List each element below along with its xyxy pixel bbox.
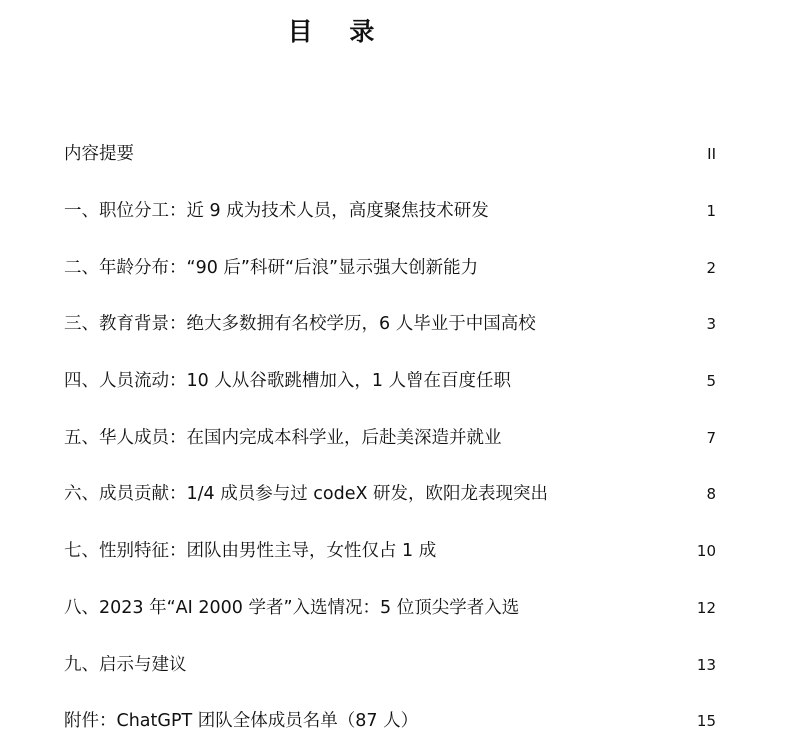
toc-entry (64, 353, 716, 410)
toc-entry-page: 7 (706, 428, 716, 447)
table-of-contents (64, 126, 716, 750)
toc-entry-page: 8 (706, 485, 716, 504)
toc-entry (64, 466, 716, 523)
toc-entry (64, 239, 716, 296)
toc-entry-page: 3 (706, 315, 716, 334)
toc-entry-page: 13 (696, 655, 716, 674)
toc-entry (64, 693, 716, 750)
toc-entry-label: 九、启示与建议 (64, 654, 187, 675)
toc-entry-label: 内容提要 (64, 144, 134, 165)
toc-entry-page: 10 (696, 542, 716, 561)
toc-entry (64, 580, 716, 637)
toc-entry-label: 八、2023 年“AI 2000 学者”入选情况：5 位顶尖学者入选 (64, 597, 520, 618)
toc-entry-page: 12 (696, 598, 716, 617)
toc-entry-page: II (707, 145, 716, 164)
toc-entry (64, 523, 716, 580)
toc-entry-page: 2 (706, 258, 716, 277)
toc-entry (64, 409, 716, 466)
toc-entry-label: 七、性别特征：团队由男性主导，女性仅占 1 成 (64, 541, 437, 562)
toc-entry (64, 126, 716, 183)
toc-entry (64, 296, 716, 353)
toc-entry-label: 四、人员流动：10 人从谷歌跳槽加入，1 人曾在百度任职 (64, 371, 512, 392)
page-title: 目 录 (287, 17, 389, 46)
toc-entry-label: 二、年龄分布：“90 后”科研“后浪”显示强大创新能力 (64, 257, 479, 278)
toc-entry-label: 三、教育背景：绝大多数拥有名校学历，6 人毕业于中国高校 (64, 314, 536, 335)
toc-entry-label: 一、职位分工：近 9 成为技术人员，高度聚焦技术研发 (64, 201, 489, 222)
toc-entry-label: 附件：ChatGPT 团队全体成员名单（87 人） (64, 711, 419, 732)
toc-entry-page: 5 (706, 372, 716, 391)
toc-entry (64, 636, 716, 693)
toc-entry-page: 1 (706, 202, 716, 221)
toc-entry (64, 183, 716, 240)
toc-entry-page: 15 (696, 712, 716, 731)
toc-entry-label: 五、华人成员：在国内完成本科学业，后赴美深造并就业 (64, 427, 502, 448)
toc-entry-label: 六、成员贡献：1/4 成员参与过 codeX 研发，欧阳龙表现突出 (64, 484, 549, 505)
